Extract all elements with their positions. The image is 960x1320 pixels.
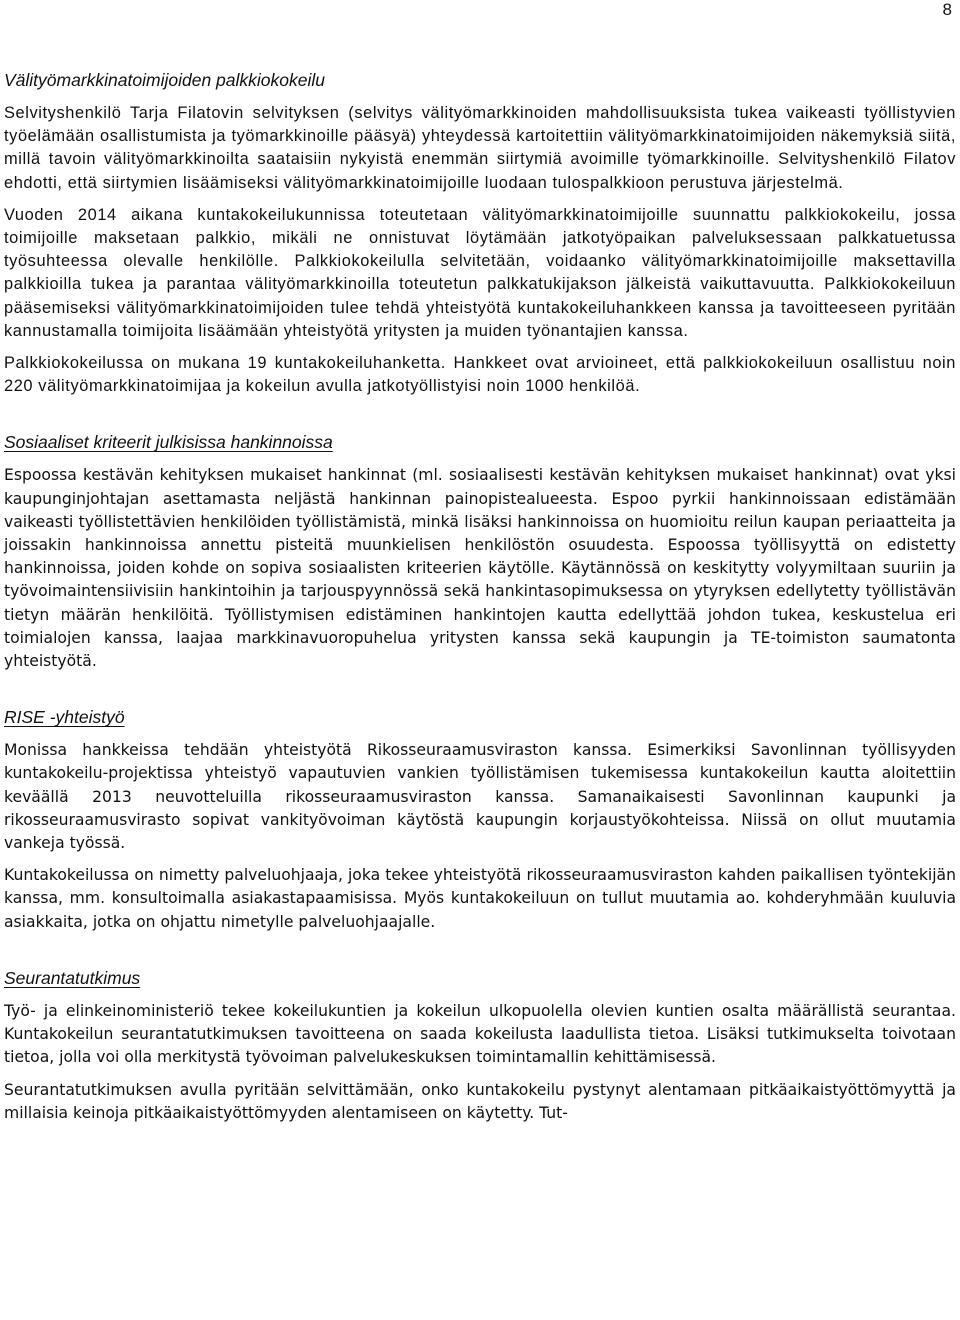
section-heading: Seurantatutkimus bbox=[4, 967, 141, 988]
paragraph: Espoossa kestävän kehityksen mukaiset hankinnat (ml. sosiaalisesti kestävän kehityksen mukaiset hankinnat) ovat yksi kaupunginjohtajan asettamasta neljästä hankinnan painopistealueesta. Espoo pyrkii hankinnoissaan edistämään vaikeasti työllistettävien henkilöiden työllistämistä, minkä lisäksi hankinnoissa on huomioitu reilun kaupan periaatteita ja joissakin hankinnoissa annettu pisteitä muunkielisen henkilöstön osuudesta. Espoossa työllisyyttä on edistetty hankinnoissa, joiden kohde on sopiva sosiaalisten kriteerien käytölle. Käytännössä on keskitytty volyymiltaan suuriin ja työvoimaintensiivisiin hankintoihin ja tarjouspyynnössä sekä hankintasopimuksessa on ytyryksen edellytetty työllistävän tietyn määrän henkilöitä. Työllistymisen edistäminen hankintojen kautta edellyttää johdon tukea, keskustelua eri toimialojen kanssa, laajaa markkinavuoropuhelua yritysten kanssa sekä kaupungin ja TE-toimiston saumatonta yhteistyötä. bbox=[4, 466, 956, 671]
paragraph: Työ- ja elinkeinoministeriö tekee kokeilukuntien ja kokeilun ulkopuolella olevien kuntien osalta määrällistä seurantaa. Kuntakokeilun seurantatutkimuksen tavoitteena on saada kokeilusta laadullista tietoa. Lisäksi tutkimukselta toivotaan tietoa, jolla voi olla merkitystä työvoiman palvelukeskuksen toimintamallin kehittämisessä. bbox=[4, 1001, 956, 1067]
section-heading: RISE -yhteistyö bbox=[4, 707, 125, 728]
paragraph: Palkkiokokeilussa on mukana 19 kuntakokeiluhanketta. Hankkeet ovat arvioineet, että palkkiokokeiluun osallistuu noin 220 välityömarkkinatoimijaa ja kokeilun avulla jatkotyöllistyisi noin 1000 henkilöä. bbox=[4, 354, 956, 396]
section-heading: Välityömarkkinatoimijoiden palkkiokokeilu bbox=[4, 70, 325, 90]
paragraph: Selvityshenkilö Tarja Filatovin selvityksen (selvitys välityömarkkinoiden mahdollisuuksista tukea vaikeasti työllistyvien työelämään osallistumista ja työmarkkinoille pääsyä) yhteydessä kartoitettiin välityömarkkinatoimijoiden näkemyksiä siitä, millä tavoin välityömarkkinoilta saataisiin nykyistä enemmän siirtymiä avoimille työmarkkinoille. Selvityshenkilö Filatov ehdotti, että siirtymien lisäämiseksi välityömarkkinatoimijoille luodaan tulospalkkioon perustuva järjestelmä. bbox=[4, 104, 956, 192]
page-content bbox=[4, 67, 956, 1156]
document-page bbox=[4, 0, 956, 1320]
section-rise-yhteistyo bbox=[4, 704, 956, 934]
page-number: 8 bbox=[942, 0, 952, 19]
section-sosiaaliset-kriteerit bbox=[4, 429, 956, 673]
paragraph: Monissa hankkeissa tehdään yhteistyötä Rikosseuraamusviraston kanssa. Esimerkiksi Savonlinnan työllisyyden kuntakokeilu-projektissa yhteistyö vapautuvien vankien työllistämisen tukemisessa kuntakokeilun kautta aloitettiin keväällä 2013 neuvotteluilla rikosseuraamusviraston kanssa. Samanaikaisesti Savonlinnan kaupunki ja rikosseuraamusvirasto sopivat vankityövoiman käytöstä kaupungin korjaustyökohteissa. Niissä on ollut muutamia vankeja työssä. bbox=[4, 741, 956, 853]
paragraph: Seurantatutkimuksen avulla pyritään selvittämään, onko kuntakokeilu pystynyt alentamaan pitkäaikaistyöttömyyttä ja millaisia keinoja pitkäaikaistyöttömyyden alentamiseen on käytetty. Tut- bbox=[4, 1080, 956, 1122]
paragraph: Vuoden 2014 aikana kuntakokeilukunnissa toteutetaan välityömarkkinatoimijoille suunnattu palkkiokokeilu, jossa toimijoille maksetaan palkkio, mikäli ne onnistuvat löytämään jatkotyöpaikan palveluksessaan palkkatuetussa työsuhteessa olevalle henkilölle. Palkkiokokeilulla selvitetään, voidaanko välityömarkkinatoimijoille maksettavilla palkkioilla tukea ja parantaa välityömarkkinoilla toteutetun palkkatukijakson jälkeistä vaikuttavuutta. Palkkiokokeiluun pääsemiseksi välityömarkkinatoimijoiden tulee tehdä yhteistyötä kuntakokeiluhankkeen kanssa ja tavoitteeseen pyritään kannustamalla toimijoita lisäämään yhteistyötä yritysten ja muiden työnantajien kanssa. bbox=[4, 205, 956, 340]
section-palkkiokokeilu bbox=[4, 67, 956, 398]
paragraph: Kuntakokeilussa on nimetty palveluohjaaja, joka tekee yhteistyötä rikosseuraamusviraston kahden paikallisen työntekijän kanssa, mm. konsultoimalla asiakastapaamisissa. Myös kuntakokeiluun on tullut muutamia ao. kohderyhmään kuuluvia asiakkaita, jotka on ohjattu nimetylle palveluohjaajalle. bbox=[4, 866, 956, 931]
section-heading: Sosiaaliset kriteerit julkisissa hankinnoissa bbox=[4, 432, 333, 453]
section-seurantatutkimus bbox=[4, 965, 956, 1125]
